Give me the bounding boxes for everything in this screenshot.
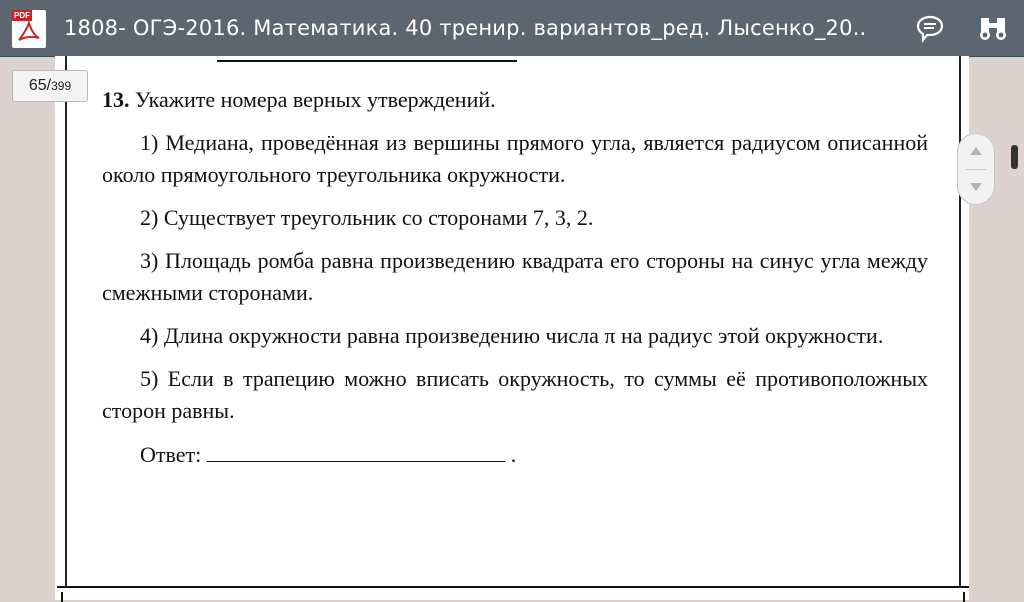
document-title: 1808- ОГЭ-2016. Математика. 40 тренир. вариантов_ред. Лысенко_20..: [64, 16, 867, 40]
answer-end: .: [510, 442, 517, 467]
total-pages: 399: [51, 79, 72, 93]
statement-3: 3) Площадь ромба равна произведению квадрата его стороны на синус угла между смежными сторонами.: [102, 248, 928, 305]
statement-2: 2) Существует треугольник со сторонами 7, 3, 2.: [140, 205, 594, 230]
binoculars-icon[interactable]: [978, 13, 1008, 43]
question-number: 13.: [102, 87, 130, 112]
pdf-file-icon: [12, 10, 46, 48]
scroll-up-icon[interactable]: [969, 146, 983, 156]
answer-label: Ответ:: [140, 442, 202, 467]
comment-icon[interactable]: [915, 13, 945, 43]
frame-left-edge: [61, 592, 63, 602]
scrollbar-thumb[interactable]: [1011, 145, 1018, 169]
question-text: Укажите номера верных утверждений.: [135, 87, 496, 112]
statement-4: 4) Длина окружности равна произведению числа π на радиус этой окружности.: [140, 323, 884, 348]
statement-1: 1) Медиана, проведённая из вершины прямого угла, является радиусом описанной около прямоугольного треугольника окружности.: [102, 130, 928, 187]
app-bar: [0, 0, 1024, 57]
page-indicator[interactable]: [12, 70, 88, 102]
frame-right-edge: [963, 592, 965, 602]
question-heading: [102, 84, 928, 116]
page-scroll-control[interactable]: [957, 133, 995, 205]
scroll-divider: [966, 169, 986, 170]
scroll-down-icon[interactable]: [969, 182, 983, 192]
question-block: [102, 84, 928, 471]
statement-5: 5) Если в трапецию можно вписать окружность, то суммы её противоположных сторон равны.: [102, 366, 928, 423]
pdf-badge: PDF: [14, 11, 30, 20]
current-page: 65/: [28, 77, 52, 94]
answer-row: [102, 439, 928, 471]
answer-line: [207, 439, 505, 462]
